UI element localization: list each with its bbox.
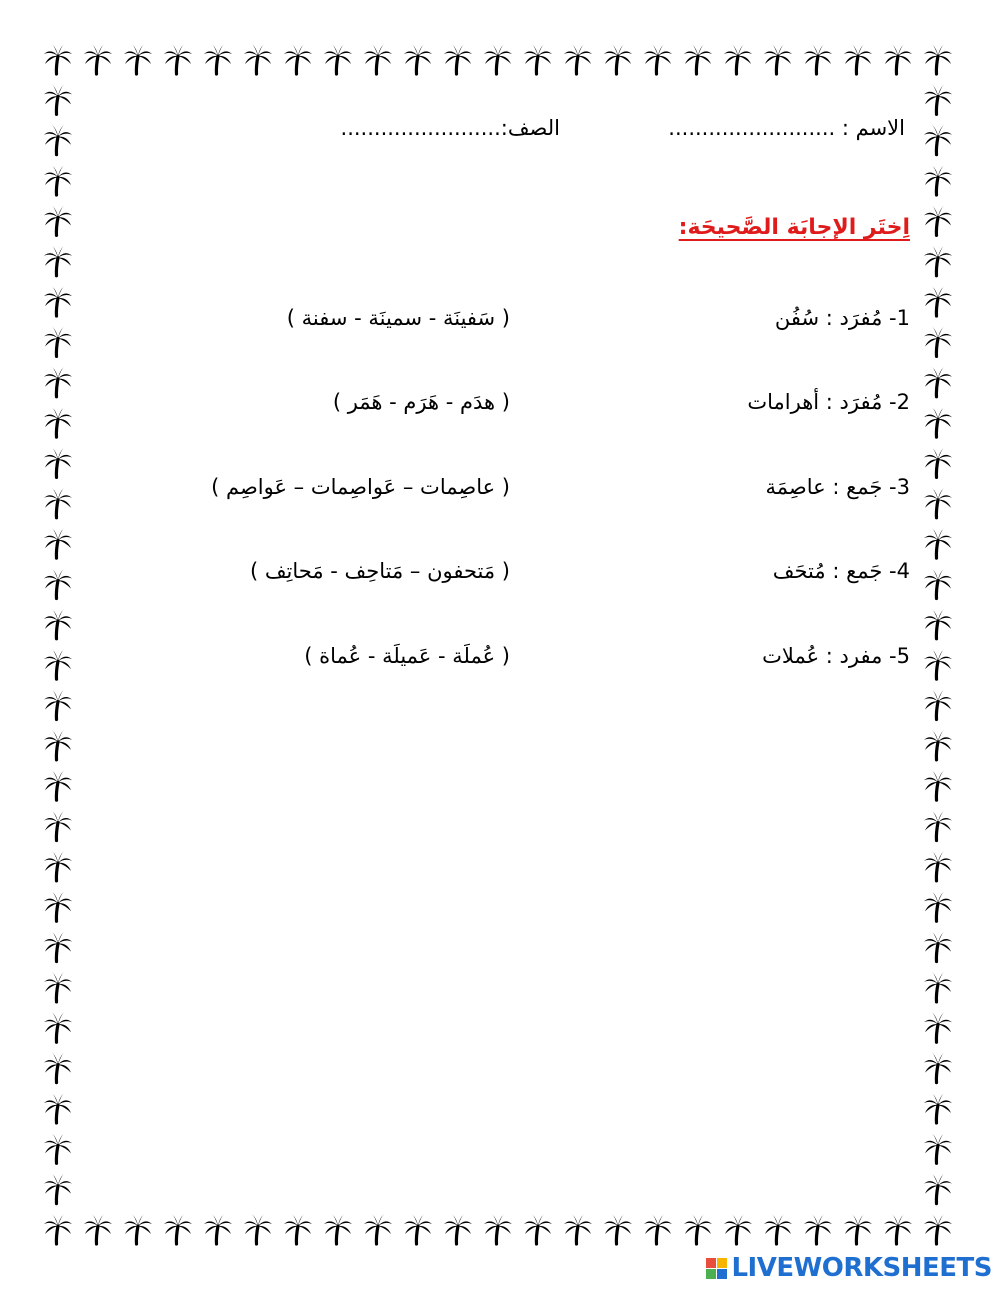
palm-tree-icon xyxy=(884,1214,912,1244)
palm-tree-icon xyxy=(324,1214,352,1244)
palm-tree-icon xyxy=(604,44,632,74)
palm-tree-icon xyxy=(164,1214,192,1244)
palm-tree-icon xyxy=(804,1214,832,1244)
instruction-heading: اِختَر الإجابَة الصَّحيحَة: xyxy=(678,215,910,240)
logo-cell xyxy=(717,1269,727,1279)
palm-tree-icon xyxy=(44,447,72,477)
student-name-field: الاسم : ......................... xyxy=(668,116,905,140)
palm-tree-icon xyxy=(924,84,952,114)
liveworksheets-logo-icon xyxy=(706,1258,727,1279)
palm-tree-icon xyxy=(44,730,72,760)
logo-cell xyxy=(706,1269,716,1279)
palm-tree-icon xyxy=(44,1174,72,1204)
palm-tree-icon xyxy=(924,1133,952,1163)
palm-tree-icon xyxy=(924,1093,952,1123)
palm-tree-icon xyxy=(804,44,832,74)
question-5-options: ( عُملَة - عَميلَة - عُماة ) xyxy=(304,644,510,668)
palm-tree-icon xyxy=(924,326,952,356)
palm-tree-icon xyxy=(44,205,72,235)
palm-tree-icon xyxy=(924,1053,952,1083)
question-1-options: ( سَفينَة - سمينَة - سفنة ) xyxy=(286,306,510,330)
palm-tree-icon xyxy=(924,891,952,921)
palm-tree-icon xyxy=(44,407,72,437)
palm-tree-icon xyxy=(844,1214,872,1244)
palm-tree-icon xyxy=(84,44,112,74)
palm-tree-icon xyxy=(44,649,72,679)
palm-tree-icon xyxy=(44,246,72,276)
liveworksheets-footer xyxy=(706,1253,992,1283)
question-3-options: ( عاصِمات – عَواصِمات – عَواصِم ) xyxy=(211,475,510,499)
palm-tree-icon xyxy=(844,44,872,74)
palm-tree-icon xyxy=(884,44,912,74)
palm-tree-icon xyxy=(924,1214,952,1244)
palm-tree-icon xyxy=(924,528,952,558)
palm-tree-icon xyxy=(924,568,952,598)
palm-tree-icon xyxy=(44,528,72,558)
palm-tree-icon xyxy=(764,44,792,74)
palm-tree-icon xyxy=(604,1214,632,1244)
logo-cell xyxy=(706,1258,716,1268)
palm-tree-icon xyxy=(684,44,712,74)
palm-tree-icon xyxy=(44,972,72,1002)
palm-tree-icon xyxy=(564,1214,592,1244)
palm-tree-icon xyxy=(924,44,952,74)
palm-tree-icon xyxy=(644,1214,672,1244)
palm-tree-icon xyxy=(404,44,432,74)
palm-tree-icon xyxy=(44,568,72,598)
palm-tree-icon xyxy=(84,1214,112,1244)
palm-tree-icon xyxy=(924,1012,952,1042)
question-4-prompt: 4- جَمع : مُتحَف xyxy=(772,559,910,583)
palm-tree-icon xyxy=(364,1214,392,1244)
palm-tree-icon xyxy=(204,1214,232,1244)
palm-tree-icon xyxy=(924,972,952,1002)
question-2-prompt: 2- مُفرَد : أهرامات xyxy=(747,390,910,414)
palm-tree-icon xyxy=(924,165,952,195)
palm-tree-icon xyxy=(924,1174,952,1204)
palm-tree-icon xyxy=(484,44,512,74)
palm-tree-icon xyxy=(684,1214,712,1244)
palm-tree-icon xyxy=(44,1012,72,1042)
palm-tree-icon xyxy=(444,44,472,74)
palm-tree-icon xyxy=(44,1133,72,1163)
palm-tree-icon xyxy=(924,851,952,881)
palm-tree-icon xyxy=(924,690,952,720)
question-1-prompt: 1- مُفرَد : سُفُن xyxy=(774,306,910,330)
palm-tree-icon xyxy=(44,891,72,921)
palm-tree-icon xyxy=(44,286,72,316)
palm-tree-icon xyxy=(924,730,952,760)
palm-tree-icon xyxy=(924,770,952,800)
palm-tree-icon xyxy=(284,1214,312,1244)
palm-tree-icon xyxy=(44,488,72,518)
palm-tree-icon xyxy=(924,932,952,962)
palm-tree-icon xyxy=(244,1214,272,1244)
palm-tree-icon xyxy=(244,44,272,74)
palm-tree-icon xyxy=(44,1053,72,1083)
palm-tree-icon xyxy=(924,649,952,679)
palm-tree-icon xyxy=(124,1214,152,1244)
palm-tree-icon xyxy=(924,205,952,235)
palm-tree-icon xyxy=(924,609,952,639)
palm-tree-icon xyxy=(924,488,952,518)
palm-tree-icon xyxy=(724,1214,752,1244)
palm-tree-icon xyxy=(44,770,72,800)
palm-tree-icon xyxy=(524,44,552,74)
palm-tree-icon xyxy=(164,44,192,74)
palm-tree-icon xyxy=(444,1214,472,1244)
palm-tree-icon xyxy=(44,44,72,74)
palm-tree-icon xyxy=(924,286,952,316)
question-5-prompt: 5- مفرد : عُملات xyxy=(762,644,910,668)
palm-tree-icon xyxy=(44,367,72,397)
palm-tree-icon xyxy=(44,851,72,881)
palm-tree-icon xyxy=(364,44,392,74)
palm-tree-icon xyxy=(924,246,952,276)
palm-tree-icon xyxy=(44,690,72,720)
palm-tree-icon xyxy=(284,44,312,74)
palm-tree-icon xyxy=(724,44,752,74)
logo-cell xyxy=(717,1258,727,1268)
palm-tree-icon xyxy=(924,367,952,397)
palm-tree-icon xyxy=(44,125,72,155)
palm-tree-icon xyxy=(44,165,72,195)
palm-tree-icon xyxy=(564,44,592,74)
palm-tree-icon xyxy=(924,407,952,437)
palm-tree-icon xyxy=(44,1093,72,1123)
palm-tree-icon xyxy=(484,1214,512,1244)
question-3-prompt: 3- جَمع : عاصِمَة xyxy=(765,475,910,499)
palm-tree-icon xyxy=(924,447,952,477)
palm-tree-icon xyxy=(524,1214,552,1244)
palm-tree-icon xyxy=(44,326,72,356)
palm-tree-icon xyxy=(44,1214,72,1244)
palm-tree-icon xyxy=(924,811,952,841)
palm-tree-icon xyxy=(44,811,72,841)
palm-tree-icon xyxy=(44,84,72,114)
question-4-options: ( مَتحفون – مَتاحِف - مَحاتِف ) xyxy=(249,559,510,583)
palm-tree-icon xyxy=(204,44,232,74)
palm-tree-icon xyxy=(44,609,72,639)
palm-tree-icon xyxy=(324,44,352,74)
question-2-options: ( هدَم - هَرَم - هَمَر ) xyxy=(332,390,510,414)
palm-tree-icon xyxy=(924,125,952,155)
palm-tree-icon xyxy=(44,932,72,962)
palm-tree-icon xyxy=(124,44,152,74)
palm-tree-icon xyxy=(764,1214,792,1244)
palm-tree-icon xyxy=(644,44,672,74)
brand-name: LIVEWORKSHEETS xyxy=(731,1253,992,1283)
palm-tree-icon xyxy=(404,1214,432,1244)
student-class-field: الصف:........................ xyxy=(340,116,560,140)
